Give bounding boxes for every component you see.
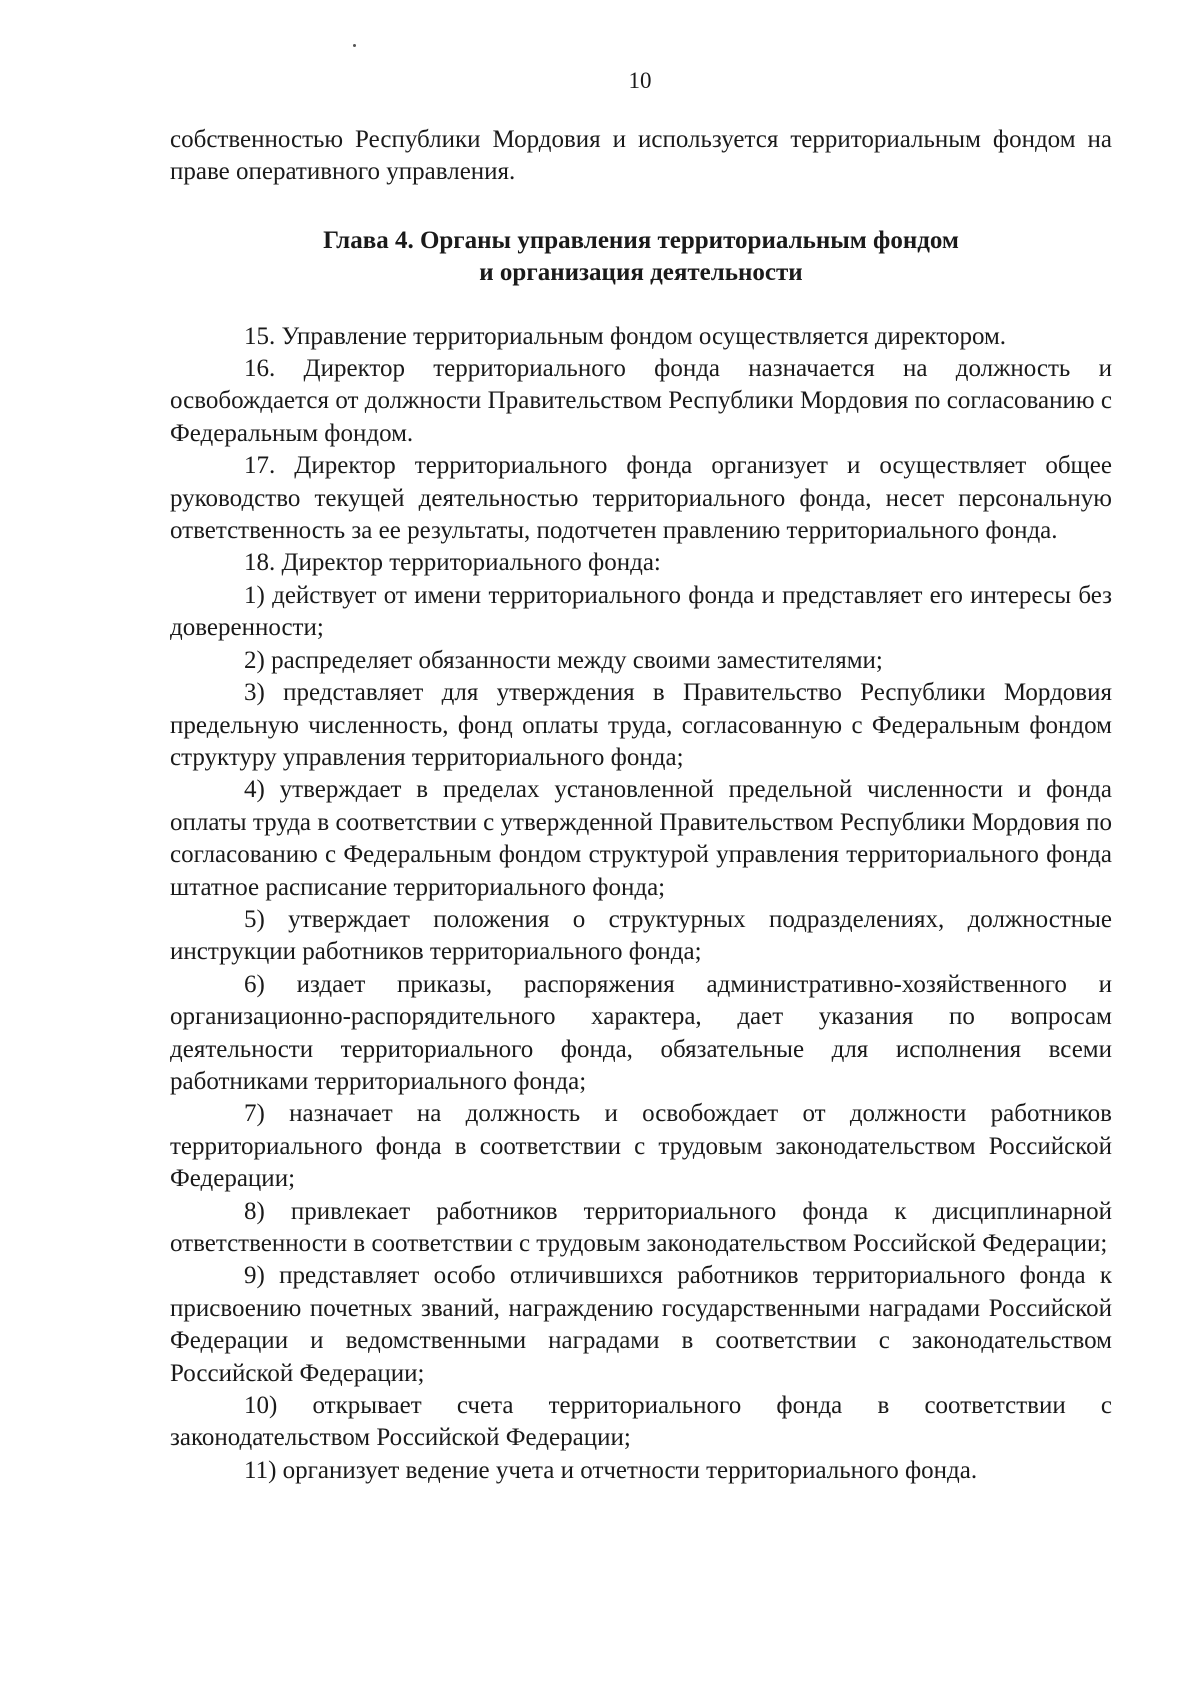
list-item-10: 10) открывает счета территориального фонда в соответствии с законодательством Российской Федерации;: [170, 1392, 1112, 1452]
list-item-3: 3) представляет для утверждения в Правительство Республики Мордовия предельную численность, фонд оплаты труда, согласованную с Федеральным фондом структуру управления территориального фонда;: [170, 679, 1112, 771]
document-body: [170, 124, 1112, 1487]
list-item-4: 4) утверждает в пределах установленной предельной численности и фонда оплаты труда в соответствии с утвержденной Правительством Республики Мордовия по согласованию с Федеральным фондом структурой управления территориального фонда штатное расписание территориального фонда;: [170, 776, 1112, 901]
list-item-5: 5) утверждает положения о структурных подразделениях, должностные инструкции работников территориального фонда;: [170, 905, 1112, 966]
paragraph-18: 18. Директор территориального фонда:: [244, 549, 661, 577]
scan-speck: [353, 44, 356, 47]
paragraph-15: 15. Управление территориальным фондом осуществляется директором.: [244, 322, 1007, 350]
list-item-11: 11) организует ведение учета и отчетности территориального фонда.: [244, 1456, 978, 1484]
list-item-6: 6) издает приказы, распоряжения административно-хозяйственного и организационно-распорядительного характера, дает указания по вопросам деятельности территориального фонда, обязательные для исполнения всеми работниками территориального фонда;: [170, 970, 1112, 1095]
chapter-title-line-2: и организация деятельности: [479, 259, 803, 287]
list-item-2: 2) распределяет обязанности между своими заместителями;: [244, 646, 883, 674]
intro-paragraph: собственностью Республики Мордовия и используется территориальным фондом на праве оперативного управления.: [170, 126, 1112, 186]
chapter-heading: [170, 225, 1112, 290]
paragraph-16: 16. Директор территориального фонда назначается на должность и освобождается от должности Правительством Республики Мордовия по согласованию с Федеральным фондом.: [170, 355, 1112, 447]
list-item-9: 9) представляет особо отличившихся работников территориального фонда к присвоению почетных званий, награждению государственными наградами Российской Федерации и ведомственными наградами в соответствии с законодательством Российской Федерации;: [170, 1262, 1112, 1387]
list-item-1: 1) действует от имени территориального фонда и представляет его интересы без доверенности;: [170, 581, 1112, 642]
chapter-title-line-1: Глава 4. Органы управления территориальным фондом: [323, 226, 959, 254]
list-item-7: 7) назначает на должность и освобождает от должности работников территориального фонда в соответствии с трудовым законодательством Российской Федерации;: [170, 1100, 1112, 1193]
page-number: 10: [628, 68, 652, 93]
list-item-8: 8) привлекает работников территориального фонда к дисциплинарной ответственности в соответствии с трудовым законодательством Российской Федерации;: [170, 1197, 1112, 1257]
paragraph-17: 17. Директор территориального фонда организует и осуществляет общее руководство текущей деятельностью территориального фонда, несет персональную ответственность за ее результаты, подотчетен правлению территориального фонда.: [170, 452, 1112, 545]
